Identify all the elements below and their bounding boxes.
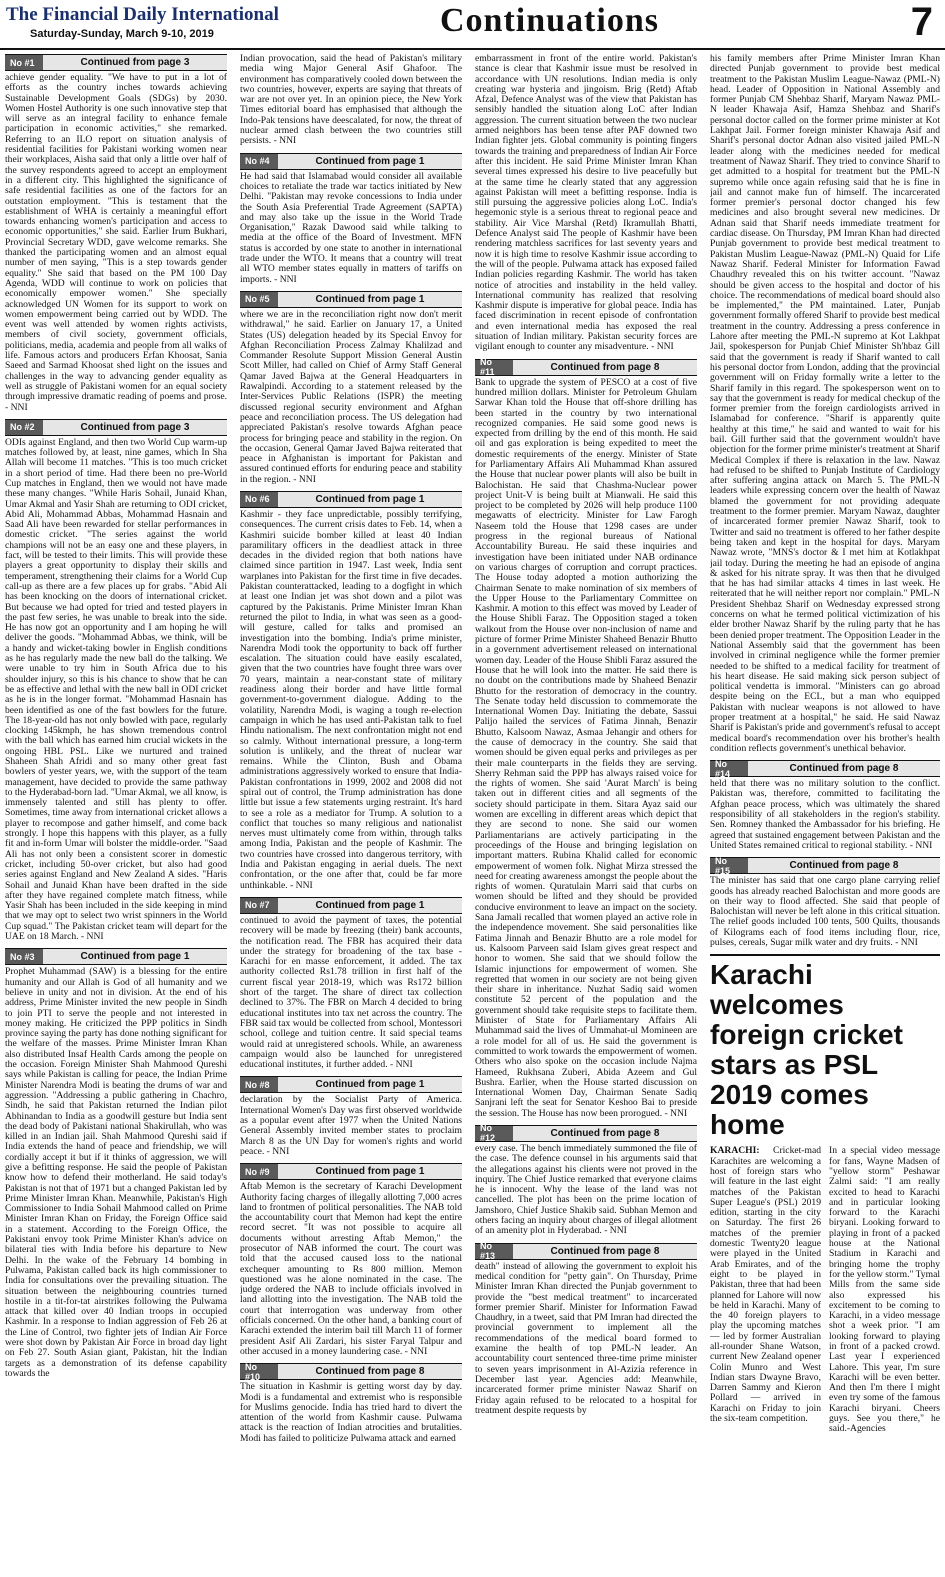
- continuation-header: [5, 54, 227, 71]
- continuation-number: No #10: [240, 1364, 278, 1379]
- continuation-text: every case. The bench immediately summoned the file of the case. The defence counsel in his arguments said that the allegations against his clients were not proved in the inquiry. The Chief Justice remarked that everyone claims he is innocent. Why the lease of the land was not cancelled. The plot has been on the prime location of Jamshoro, Chief Justice Shakib said. Subhan Memon and others facing an inquiry about charges of illegal allotment of an amenity plot in Hyderabad. - NNI: [475, 1142, 697, 1237]
- continuation-number: No #2: [5, 420, 43, 435]
- continuation-block: [240, 491, 462, 891]
- continuation-block: [240, 1363, 462, 1444]
- continuation-number: No #4: [240, 154, 278, 169]
- story-headline: Karachi welcomes foreign cricket stars as PSL 2019 comes home: [710, 954, 940, 1140]
- continuation-label: Continued from page 8: [550, 1245, 660, 1257]
- continuation-text: Prophet Muhammad (SAW) is a blessing for the entire humanity and our Allah is God of all humanity and we believe in unity and not in division. At the end of his address, Prime Minister invited the new people in Sindh to join PTI to serve the people and not interested in money making. He criticized the PPP politics in Sindh province saying the party has done nothing significant for the welfare of the masses. Prime Minister Imran Khan also distributed Insaf Health Cards among the people on the occasion. Foreign Minister Shah Mahmood Qureshi says while Pakistan is calling for peace, the Indian Prime Minister Narendra Modi is beating the drums of war and aggression. "Addressing a public gathering in Chachro, Sindh, he said that Pakistan returned the Indian pilot Abhinandan to India as a goodwill gesture but India sent the dead body of Pakistani national Shakirullah, who was killed in an Indian jail. Shah Mahmood Qureshi said if India extends the hand of peace and friendship, we will cordially accept it but if it thinks of aggression, we will give a befitting response. He said the people of Pakistan know how to defend their motherland. He said today's Pakistan is not that of 1971 but a changed Pakistan led by Prime Minister Imran Khan. Meanwhile, Pakistan's High Commissioner to India Sohail Mahmood called on Prime Minister Imran Khan on Friday, the Foreign Office said in a statement. According to the Foreign Office, the Pakistani envoy took Prime Minister Khan's advice on bilateral ties with India before his departure to New Delhi. In the wake of the February 14 bombing in Pulwama, Pakistan called back its high commissioner to India for consultations over the prevailing situation. The situation between the neighbouring countries turned hostile in a tit-for-tat airstrikes following the Pulwama attack that killed over 40 Indian troops in occupied Kashmir. In a response to Indian aggression of Feb 26 at the Line of Control, two fighter jets of Indian Air Force were shot down by Pakistan Air Force in broad day light on Feb 27. South Asian giant, Pakistan, hit the Indian targets as a demonstration of its defense capability towards the: [5, 966, 227, 1379]
- continuation-text: achieve gender equality. "We have to put in a lot of efforts as the country inches towards achieving Sustainable Development Goals (SDGs) by 2030. Women Hostel Authority is one such innovative step that will serve as an integral facility to enhance female participation in economic activities," she remarked. Referring to an ILO report on situation analysis of residential facilities for Pakistani working women near their workplaces, Aisha said that only a little over half of the survey respondents agreed to accept an employment in a different city. This highlighted the significance of safe residential facilities as one of the factors for an outstation employment. "This is testament that the establishment of WHA is certainly a meaningful effort towards enhancing women's participation and access to economic opportunities," she said. Earlier Irum Bukhari, Provincial Secretary WDD, gave welcome remarks. She thanked the participating women and an almost equal number of men saying, "This is a step towards gender equality." She said that based on the PM 100 Day Agenda, WDD will continue to work on policies that economically empower women." She specially acknowledged UN Women for its support to work on women empowerment being carried out by WDD. The event was well attended by women rights activists, members of civil society, government officials, politicians, media, academia and people from all walks of life. Famous actors and producers Erfan Khoosat, Sania Saeed and Sarmad Khoosat shed light on the issues and challenges in the way to advancing gender equality as well as struggle of Pakistani women for an equal society through impressive dramatic reading of poems and prose. - NNI: [5, 72, 227, 413]
- continuation-header: [240, 1076, 462, 1093]
- continuation-block: [475, 1125, 697, 1237]
- column-4: [710, 54, 940, 1573]
- continuation-text: continued to avoid the payment of taxes, the potential recovery will be made by freezing (their) bank accounts, the notification read. The FBR has acquired their data under the strategy for broadening of the tax base - Karachi for en masse enforcement, it added. The tax authority collected Rs1.78 trillion in first half of the current fiscal year 2018-19, which was Rs172 billion short of the target. The share of direct tax collection declined to 37%. The FBR on March 4 decided to bring educational institutes into tax net across the country. The FBR said tax would be collected from school, Montessori school, college and tuition centre. It said special teams would raid at unregistered schools. While, an awareness campaign would also be launched for unregistered educational institutes, it further added. - NNI: [240, 914, 462, 1071]
- paper-name: The Financial Daily International: [6, 4, 279, 25]
- continuation-number: No #1: [5, 55, 43, 70]
- continuation-text: his family members after Prime Minister Imran Khan directed Punjab government to provide best medical treatment to the Pakistan Muslim League-Nawaz (PML-N) head. Leader of Opposition in National Assembly and former Punjab CM Shehbaz Sharif, Maryam Nawaz PML-N leader Khawaja Asif, Hamza Shehbaz and Sharif's personal doctor called on the former prime minister at Kot Lakhpat Jail. Former foreign minister Khawaja Asif and Sharif's personal doctor Adnan also visited jailed PML-N leader along with the medicines needed for medical treatment of Nawaz Sharif. They tried to convince Sharif to get admitted to a hospital for treatment but the PML-N supremo while once again refusing said that he is fine in jail and cannot make fun of himself. The incarcerated former premier's personal doctor changed his few medicines and also brought several new medicines. Dr Adnan said that Sharif needs immediate treatment for cardiac disease. On Thursday, PM Imran Khan had directed Punjab government to provide best medical treatment to Pakistan Muslim League-Nawaz (PML-N) Quaid for Life Nawaz Sharif. Federal Minister for Information Fawad Chaudhry revealed this on his twitter account. "Nawaz should be given access to the hospital and doctor of his choice. The recommendations of medical board should also be implemented," the PM maintained. Later, Punjab government formally offered Sharif to provide best medical treatment in the country. Addressing a press conference in Lahore after meeting the PML-N supremo at Kot Lakhpat Jail, spokesperson for Punjab Chief Minister Sh'hbaz Gill said that the government is ready if Sharif wanted to call his personal doctor from London, adding that the provincial government will on Friday formally write a letter to the Sharif family in this regard. The spokesperson went on to say that the government is ready for medical checkup of the former premier from the foreign cardiologists arrived in Islamabad for conference. "Sharif is apparently quite healthy at this time," he said and wanted to wait for his bail. Gill further said that the government wouldn't have objection for the former prime minister's treatment at Sharif Medical Complex if there is relaxation in the law. Nawaz had refused to be shifted to Punjab Institute of Cardiology after suffering angina attack on March 5. The PML-N leaders while expressing concern over the health of Nawaz blamed the government for not providing adequate treatment to the former premier. Maryam Nawaz, daughter of incarcerated former premier Nawaz Sharif, took to Twitter and said no treatment is offered to her father despite being taken and kept in the hospital for days. Maryam Nawaz wrote, "MNS's doctor & I met him at Kotlakhpat jail today. During the meeting he had an episode of angina & asked for his nitrate spray. It was then that he divulged that he has had similar attacks 4 times in last week. He reiterated that he will neither report nor complain." PML-N President Shehbaz Sharif on Wednesday expressed strong concerns on what he termed political victimization of his elder brother Nawaz Sharif by the ruling party that he has been denied proper treatment. The Opposition Leader in the National Assembly said that the government has been involved in criminal negligence while the former premier needed to be shifted to a medical facility for treatment of his heart disease. He said making sick person subject of political vendetta is immoral. "Ministers can go abroad despite being on the ECL, but a man who equipped Pakistan with nuclear weapons is not allowed to have proper treatment at a hospital," he said. He said Nawaz Sharif is Pakistan's pride and government's refusal to accept medical board's recommendation over his brother's health condition reflects government's unethical behavior.: [710, 54, 940, 754]
- continuation-block: [5, 54, 227, 413]
- continuation-block: [475, 359, 697, 1119]
- masthead: [0, 0, 945, 50]
- continuation-text: held that there was no military solution to the conflict. Pakistan was, therefore, committed to facilitating the Afghan peace process, which was ultimately the shared responsibility of all stakeholders in the region's stability. Sen. Romney thanked the Ambassador for his briefing. He agreed that sustained engagement between Pakistan and the United States remained critical to regional stability. - NNI: [710, 778, 940, 851]
- continuation-text: Kashmir - they face unpredictable, possibly terrifying, consequences. The current crisis dates to Feb. 14, when a Kashmiri suicide bomber killed at least 40 Indian paramilitary officers in the deadliest attack in three decades in the divided region that both nations have claimed since partition in 1947. Last week, India sent warplanes into Pakistan for the first time in five decades. Pakistan counterattacked, leading to a dogfight in which at least one Indian jet was shot down and a pilot was captured by the Pakistanis. Prime Minister Imran Khan returned the pilot to India, in what was seen as a good-will gesture, called for talks and promised an investigation into the bombing. India's prime minister, Narendra Modi took the opportunity to back off further escalation. The situation could have easily escalated, given that the two countries have fought three wars over 70 years, maintain a near-constant state of military readiness along their border and have little formal government-to-government dialogue. Adding to the volatility, Narendra Modi, is waging a tough re-election campaign in which he has used anti-Pakistan talk to fuel Hindu nationalism. The next confrontation might not end so calmly. Without international pressure, a long-term solution is unlikely, and the threat of nuclear war remains. While the Clinton, Bush and Obama administrations aggressively worked to ensure that India-Pakistan confrontations in 1999, 2002 and 2008 did not spiral out of control, the Trump administration has done little but issue a few statements urging restraint. It's hard to see a role as a mediator for Trump. A solution to a conflict that touches so many religious and nationalist nerves must ultimately come from within, through talks among India, Pakistan and the people of Kashmir. The two countries have crossed into dangerous territory, with India and Pakistan engaging in aerial duels. The next confrontation, or the one after that, could be far more unthinkable. - NNI: [240, 508, 462, 891]
- continuation-block: [240, 1163, 462, 1357]
- continuation-header: [475, 1125, 697, 1142]
- continuation-header: [710, 760, 940, 777]
- continuation-number: No #7: [240, 898, 278, 913]
- continuation-header: [240, 153, 462, 170]
- continuation-text: He had said that Islamabad would consider all available choices to retaliate the trade war tactics initiated by New Delhi. "Pakistan may revoke concessions to India under the South Asia Preferential Trade Agreement (SAPTA) and may also take up the issue in the World Trade Organisation," Razak Dawood said while talking to media at the office of the Board of Investment. MFN status is accorded by one state to another in international trade under the WTO. It means that a country will treat all WTO member states equally in matters of tariffs on imports. - NNI: [240, 170, 462, 285]
- continuation-label: Continued from page 8: [789, 763, 899, 775]
- story-text-right: In a special video message for fans, Wayne Madsen of "yellow storm" Peshawar Zalmi said: "I am really excited to head to Karachi and in particular looking forward to the Karachi biryani. Looking forward to playing in front of a packed house at the National Stadium in Karachi and bringing home the trophy for the yellow storm." Tymal Mills from the same side also expressed his excitement to be coming to Karachi, in a video message shot a week prior. "I am looking forward to playing in front of a packed crowd. Last year I experienced Lahore. This year, I'm sure Karachi will be even better. And then I'm there I might even try some of the famous Karachi biryani. Cheers guys. See you there," he said.-Agencies: [829, 1145, 940, 1435]
- continuation-text: ODIs against England, and then two World Cup warm-up matches followed by, at least, nine games, which In Sha Allah will become 11 matches. "This is too much cricket in a short period of time. Had there been no pre-World Cup matches in England, then we would not have made these many changes. "While Haris Sohail, Junaid Khan, Umar Akmal and Yasir Shah are returning to ODI cricket, Abid Ali, Mohammad Abbas, Mohammad Hasnain and Saad Ali have been rewarded for stellar performances in domestic cricket. "The series against the world champions will not be an easy one and these players, in fact, will be tested to their limits. This will provide these players a great opportunity to display their skills and temperament, strengthening their claims for a World Cup call-up as there are a few places up for grabs. "Abid Ali has been knocking on the doors of international cricket. But because we had opted for tried and tested players in the past few series, he was unable to break into the side. He has now got an opportunity and I am hoping he will deliver the goods. "Mohammad Abbas, we think, will be a handy and wicket-taking bowler in English conditions as he has regularly made the new ball do the talking. We were unable to try him in South Africa due to his shoulder injury, so this is his chance to show that he can be as effective and lethal with the new ball in ODI cricket as he is in the longer format. "Mohammad Hasnain has been identified as one of the fast bowlers for the future. The 18-year-old has not only bowled with pace, regularly clocking 145kmph, he has shown tremendous control with the ball which has earned him crucial wickets in the ongoing HBL PSL. Like we nurtured and trained Shaheen Shah Afridi and so many other great fast bowlers of yester years, we, with the support of the team management, have decided to provide the same pathway to the Hyderabad-born lad. "Umar Akmal, we all know, is immensely talented and still has plenty to offer. Sometimes, time away from international cricket allows a player to recompose and gather himself, and come back strongly. I hope this happens with this player, as a fully fit and in-form Umar will bolster the middle-order. "Saad Ali has not only been a consistent scorer in domestic cricket, including 50-over cricket, but also had good series against England and New Zealand A sides. "Haris Sohail and Junaid Khan have been drafted in the side after they have regained complete match fitness, while Yasir Shah has been included in the side keeping in mind that we may opt to select two wrist spinners in the World Cup squad." The Pakistan cricket team will depart for the UAE on 18 March. - NNI: [5, 436, 227, 943]
- continuation-header: [5, 948, 227, 965]
- continuation-label: Continued from page 3: [80, 57, 190, 68]
- continuation-label: Continued from page 1: [315, 293, 425, 305]
- continuation-header: [240, 491, 462, 508]
- continuation-number: No #5: [240, 292, 278, 307]
- continuation-text: declaration by the Socialist Party of America. International Women's Day was first observed worldwide as a popular event after 1977 when the United Nations General Assembly invited member states to proclaim March 8 as the UN Day for women's rights and world peace. - NNI: [240, 1094, 462, 1157]
- continuation-text: where we are in the reconciliation right now don't merit withdrawal," he said. Earlier on January 17, a United States (US) delegation headed by its Special Envoy for Afghan Reconciliation Process Zalmay Khalilzad and Commander Resolute Support Mission General Austin Scott Miller, had called on Chief of Army Staff General Qamar Javed Bajwa at the General Headquarters in Rawalpindi. According to a statement released by the Inter-Services Public Relations (ISPR) the meeting discussed regional security environment and Afghan peace and reconciliation process. The US delegation had appreciated Pakistan's resolve towards Afghan peace process for bringing peace and stability in the region. On the occasion, General Qamar Javed Bajwa reiterated that peace in Afghanistan is important for Pakistan and assured continued efforts for enduring peace and stability in the region. - NNI: [240, 308, 462, 485]
- continuation-header: [710, 857, 940, 874]
- column-3: [475, 54, 697, 1573]
- continuation-block: [5, 948, 227, 1379]
- continuation-block: [475, 54, 697, 353]
- continuation-number: No #8: [240, 1077, 278, 1092]
- continuation-header: [240, 1363, 462, 1380]
- story-dateline: KARACHI:: [710, 1145, 760, 1157]
- continuation-label: Continued from page 8: [789, 860, 899, 872]
- continuation-label: Continued from page 1: [315, 1166, 425, 1178]
- column-2: [240, 54, 462, 1573]
- continuation-block: [240, 153, 462, 285]
- continuation-number: No #6: [240, 492, 278, 507]
- continuation-text: Aftab Memon is the secretary of Karachi Development Authority facing charges of illegally allotting 7,000 acres land to frontmen of political personalities. The NAB told the accountability court that Memon had kept the entire record secret. "It was not possible to acquire all documents without arresting Aftab Memon," the prosecutor of NAB informed the court. The court was told that the accused caused loss to the national exchequer amounting to Rs 800 million. Memon questioned was he alone nominated in the case. The judge ordered the NAB to include officials involved in land allotting into the investigation. The NAB told the court that interrogation was underway from other officials concerned. On the other hand, a banking court of Karachi extended the interim bail till March 11 of former president Asif Ali Zardari, his sister Faryal Talpur and other accused in a money laundering case. - NNI: [240, 1181, 462, 1357]
- continuation-block: [240, 897, 462, 1070]
- continuation-block: [5, 419, 227, 943]
- continuation-block: [240, 291, 462, 485]
- continuation-label: Continued from page 8: [550, 1127, 660, 1139]
- continuation-header: [240, 1163, 462, 1180]
- continuation-header: [240, 291, 462, 308]
- continuation-block: [240, 54, 462, 147]
- continuation-block: [710, 857, 940, 948]
- story-body: [710, 1146, 940, 1434]
- continuation-label: Continued from page 1: [315, 155, 425, 167]
- continuation-text: The situation in Kashmir is getting worst day by day. Modi is a fundamental and extremist who is responsible for Muslims genocide. India has tried hard to divert the attention of the world from Kashmir cause. Pulwama attack is the reaction of Indian atrocities and brutalities. Modi has failed to politicize Pulwama attack and earned: [240, 1381, 462, 1444]
- column-1: [5, 54, 227, 1573]
- continuation-number: No #14: [710, 761, 748, 776]
- continuation-number: No #9: [240, 1164, 278, 1179]
- story-left-text: Cricket-mad Karachites are welcoming a host of foreign stars who will feature in the last eight matches of the Pakistan Super League's (PSL) 2019 edition, starting in the city on Saturday. The first 26 matches of the premier domestic Twenty20 league were played in the United Arab Emirates, and of the eight to be played in Pakistan, three that had been planned for Lahore will now be held in Karachi. Many of the 40 foreign players to play the upcoming matches — led by former Australian all-rounder Shane Watson, current New Zealand opener Colin Munro and West Indian stars Dwayne Bravo, Darren Sammy and Kieron Pollard — arrived in Karachi on Friday to join the six-team competition.: [710, 1145, 821, 1425]
- continuation-number: No #13: [475, 1244, 513, 1259]
- continuation-text: embarrassment in front of the entire world. Pakistan's stance is clear that Kashmir issue must be resolved in accordance with UN resolutions. Indian media is only creating war hysteria and jingoism. Brig (Retd) Aftab Afzal, Defence Analyst was of the view that Pakistan has sensibly handled the situation along LoC after Indian aggression. The current situation between the two nuclear armed neighbors has been tense after PAF downed two Indian fighter jets. Global community is pointing fingers towards the training and preparedness of Indian Air Force after this incident. He said Prime Minister Imran Khan several times expressed his desire to live peacefully but at the same time he clearly stated that any aggression against Pakistan will meet a befitting response. India is still pursuing the aggressive policies along LoC. India's hegemonic style is a serious threat to regional peace and stability. Air Vice Marshal (Retd) Ikramullah Bhatti, Defence Analyst said The people of Kashmir have been rendering matchless sacrifices for last seventy years and now it is high time to resolve Kashmir issue according to the will of the people. Pulwama attack has exposed failed Indian policies regarding Kashmir. The world has taken notice of atrocities and instability in the held valley. International community has realized that resolving Kashmir dispute is imperative for global peace. India has faced discrimination in recent episode of confrontation and even international media has exposed the real situation of Indian military. Pakistan security forces are vigilant enough to counter any misadventure. - NNI: [475, 54, 697, 353]
- continuation-label: Continued from page 1: [315, 1079, 425, 1091]
- continuation-number: No #15: [710, 858, 748, 873]
- continuation-header: [475, 359, 697, 376]
- continuation-header: [240, 897, 462, 914]
- continuation-number: No #11: [475, 360, 513, 375]
- continuation-number: No #12: [475, 1126, 513, 1141]
- continuation-label: Continued from page 8: [550, 361, 660, 373]
- continuation-label: Continued from page 1: [80, 951, 190, 963]
- continuation-text: Bank to upgrade the system of PESCO at a cost of five hundred million dollars. Minister for Petroleum Ghulam Sarwar Khan told the House that off-shore drilling has been started in the country by two international recognized companies. He said some good news is expected from drilling by the end of this month. He said oil and gas exploration is being expedited to meet the domestic requirements of the energy. Minister of State for Parliamentary Affairs Ali Muhammad Khan assured the House that nuclear power plants will also be built in Balochistan. He said that Chashma-Nuclear power project Unit-V is being built at Mianwali. He said this project to be completed by 2026 will help produce 1100 megawatts of electricity. Minister for Law Farogh Naseem told the House that 1298 cases are under progress in the regional bureaus of National Accountability Bureau. He said these inquiries and investigation have been initiated under NAB ordinance on various charges of corruption and corrupt practices. The House today adopted a motion authorizing the Chairman Senate to make nomination of six members of the Upper House to the Parliamentary Committee on Kashmir. A motion to this effect was moved by Leader of the House Shibli Faraz. The Opposition staged a token walkout from the House over non-inclusion of name and picture of former Prime Minister Shaheed Benazir Bhutto in a government advertisement released on international women day. Leader of the House Shibli Faraz assured the House that he will look into the matter. He said there is no doubt on the contributions made by Shaheed Benazir Bhutto for the restoration of democracy in the country. The Senate today held discussion to commemorate the International Women Day. Initiating the debate, Sassui Palijo hailed the services of Fatima Jinnah, Benazir Bhutto, Kalsoom Nawaz, Asmaa Jehangir and others for the cause of democracy in the country. She said that women should be given equal perks and privileges as per their male counterparts in the fields they are serving. Sherry Rehman said the PPP has always raised voice for the rights of women. She said 'Aurat March' is being taken out in different cities and all segments of the society should participate in them. Sitara Ayaz said our women are excelling in different areas which depict that they are second to none. She said our women Parliamentarians are actively participating in the proceedings of the House and bringing legislation on important matters. Rubina Khalid called for economic empowerment of women folk. Nighat Mirza stressed the need for creating awareness amongst the people about the rights of women. Quratulain Marri said that curbs on women should be lifted and they should be provided conducive environment to leave an impact on the society. Sana Jamali recalled that women played an active role in the independence movement. She said personalities like Fatima Jinnah and Benazir Bhutto are a role model for us. Kalsoom Parveen said Islam gives great respect and honor to women. She said that we should follow the Islamic injunctions for empowerment of women. She regretted that women in our society are not being given their share in inheritance. Nuzhat Sadiq said women constitute 52 percent of the population and the government should take requisite steps to facilitate them. Minister of State for Parliamentary Affairs Ali Muhammad said the lives of Ummahat-ul Momineen are a role model for all of us. He said the government is committed to work towards the empowerment of women. Others who also spoke on the occasion include Najma Hameed, Rukhsana Zuberi, Abida Azeem and Gul Bushra. Earlier, when the House started discussion on International Women Day, Chairman Senate Sadiq Sanjrani left the seat for Senator Keshoo Bai to preside the session. The House has now been prorogued. - NNI: [475, 376, 697, 1119]
- continuation-header: [475, 1243, 697, 1260]
- continuation-text: The minister has said that one cargo plane carrying relief goods has already reached Balochistan and more goods are on their way to flood affected. She said that people of Balochistan will never be left alone in this critical situation. The relief goods included 100 tents, 500 Quilts, thousands of Kilograms each of food items including flour, rice, pulses, cereals, Sugar milk water and dry fruits. - NNI: [710, 875, 940, 949]
- continuation-text: death" instead of allowing the government to exploit his medical condition for "petty gain". On Thursday, Prime Minister Imran Khan directed the Punjab government to provide the "best medical treatment" to incarcerated former premier Sharif. Minister for Information Fawad Chaudhry, in a tweet, said that PM Imran had directed the provincial government to implement all the recommendations of the medical board formed to examine the health of top PML-N leader. An accountability court sentenced three-time prime minister to seven years imprisonment in Al-Azizia reference in December last year. Agencies add: Meanwhile, incarcerated former prime minister Nawaz Sharif on Friday again refused to be relocated to a hospital for treatment despite requests by: [475, 1260, 697, 1416]
- paper-date: Saturday-Sunday, March 9-10, 2019: [30, 28, 214, 40]
- continuation-block: [475, 1243, 697, 1416]
- continuation-block: [240, 1076, 462, 1157]
- continuation-header: [5, 419, 227, 436]
- continuation-number: No #3: [5, 949, 43, 964]
- continuation-block: [710, 760, 940, 851]
- page-number: 7: [910, 0, 933, 44]
- continuation-label: Continued from page 1: [315, 899, 425, 911]
- section-title: Continuations: [440, 2, 659, 39]
- continuation-text: Indian provocation, said the head of Pakistan's military media wing Major General Asif Ghafoor. The environment has comparatively cooled down between the two countries, however, experts are saying that threats of war are not over yet. In an opinion piece, the New York Times editorial board has emphasised that although the Indo-Pak tensions have deescalated, for now, the threat of nuclear armed clash between the two countries still persists. - NNI: [240, 54, 462, 147]
- continuation-label: Continued from page 3: [80, 421, 190, 433]
- continuation-label: Continued from page 1: [315, 493, 425, 505]
- story-text-left: [710, 1146, 821, 1434]
- continuation-label: Continued from page 8: [315, 1366, 425, 1378]
- continuation-block: [710, 54, 940, 754]
